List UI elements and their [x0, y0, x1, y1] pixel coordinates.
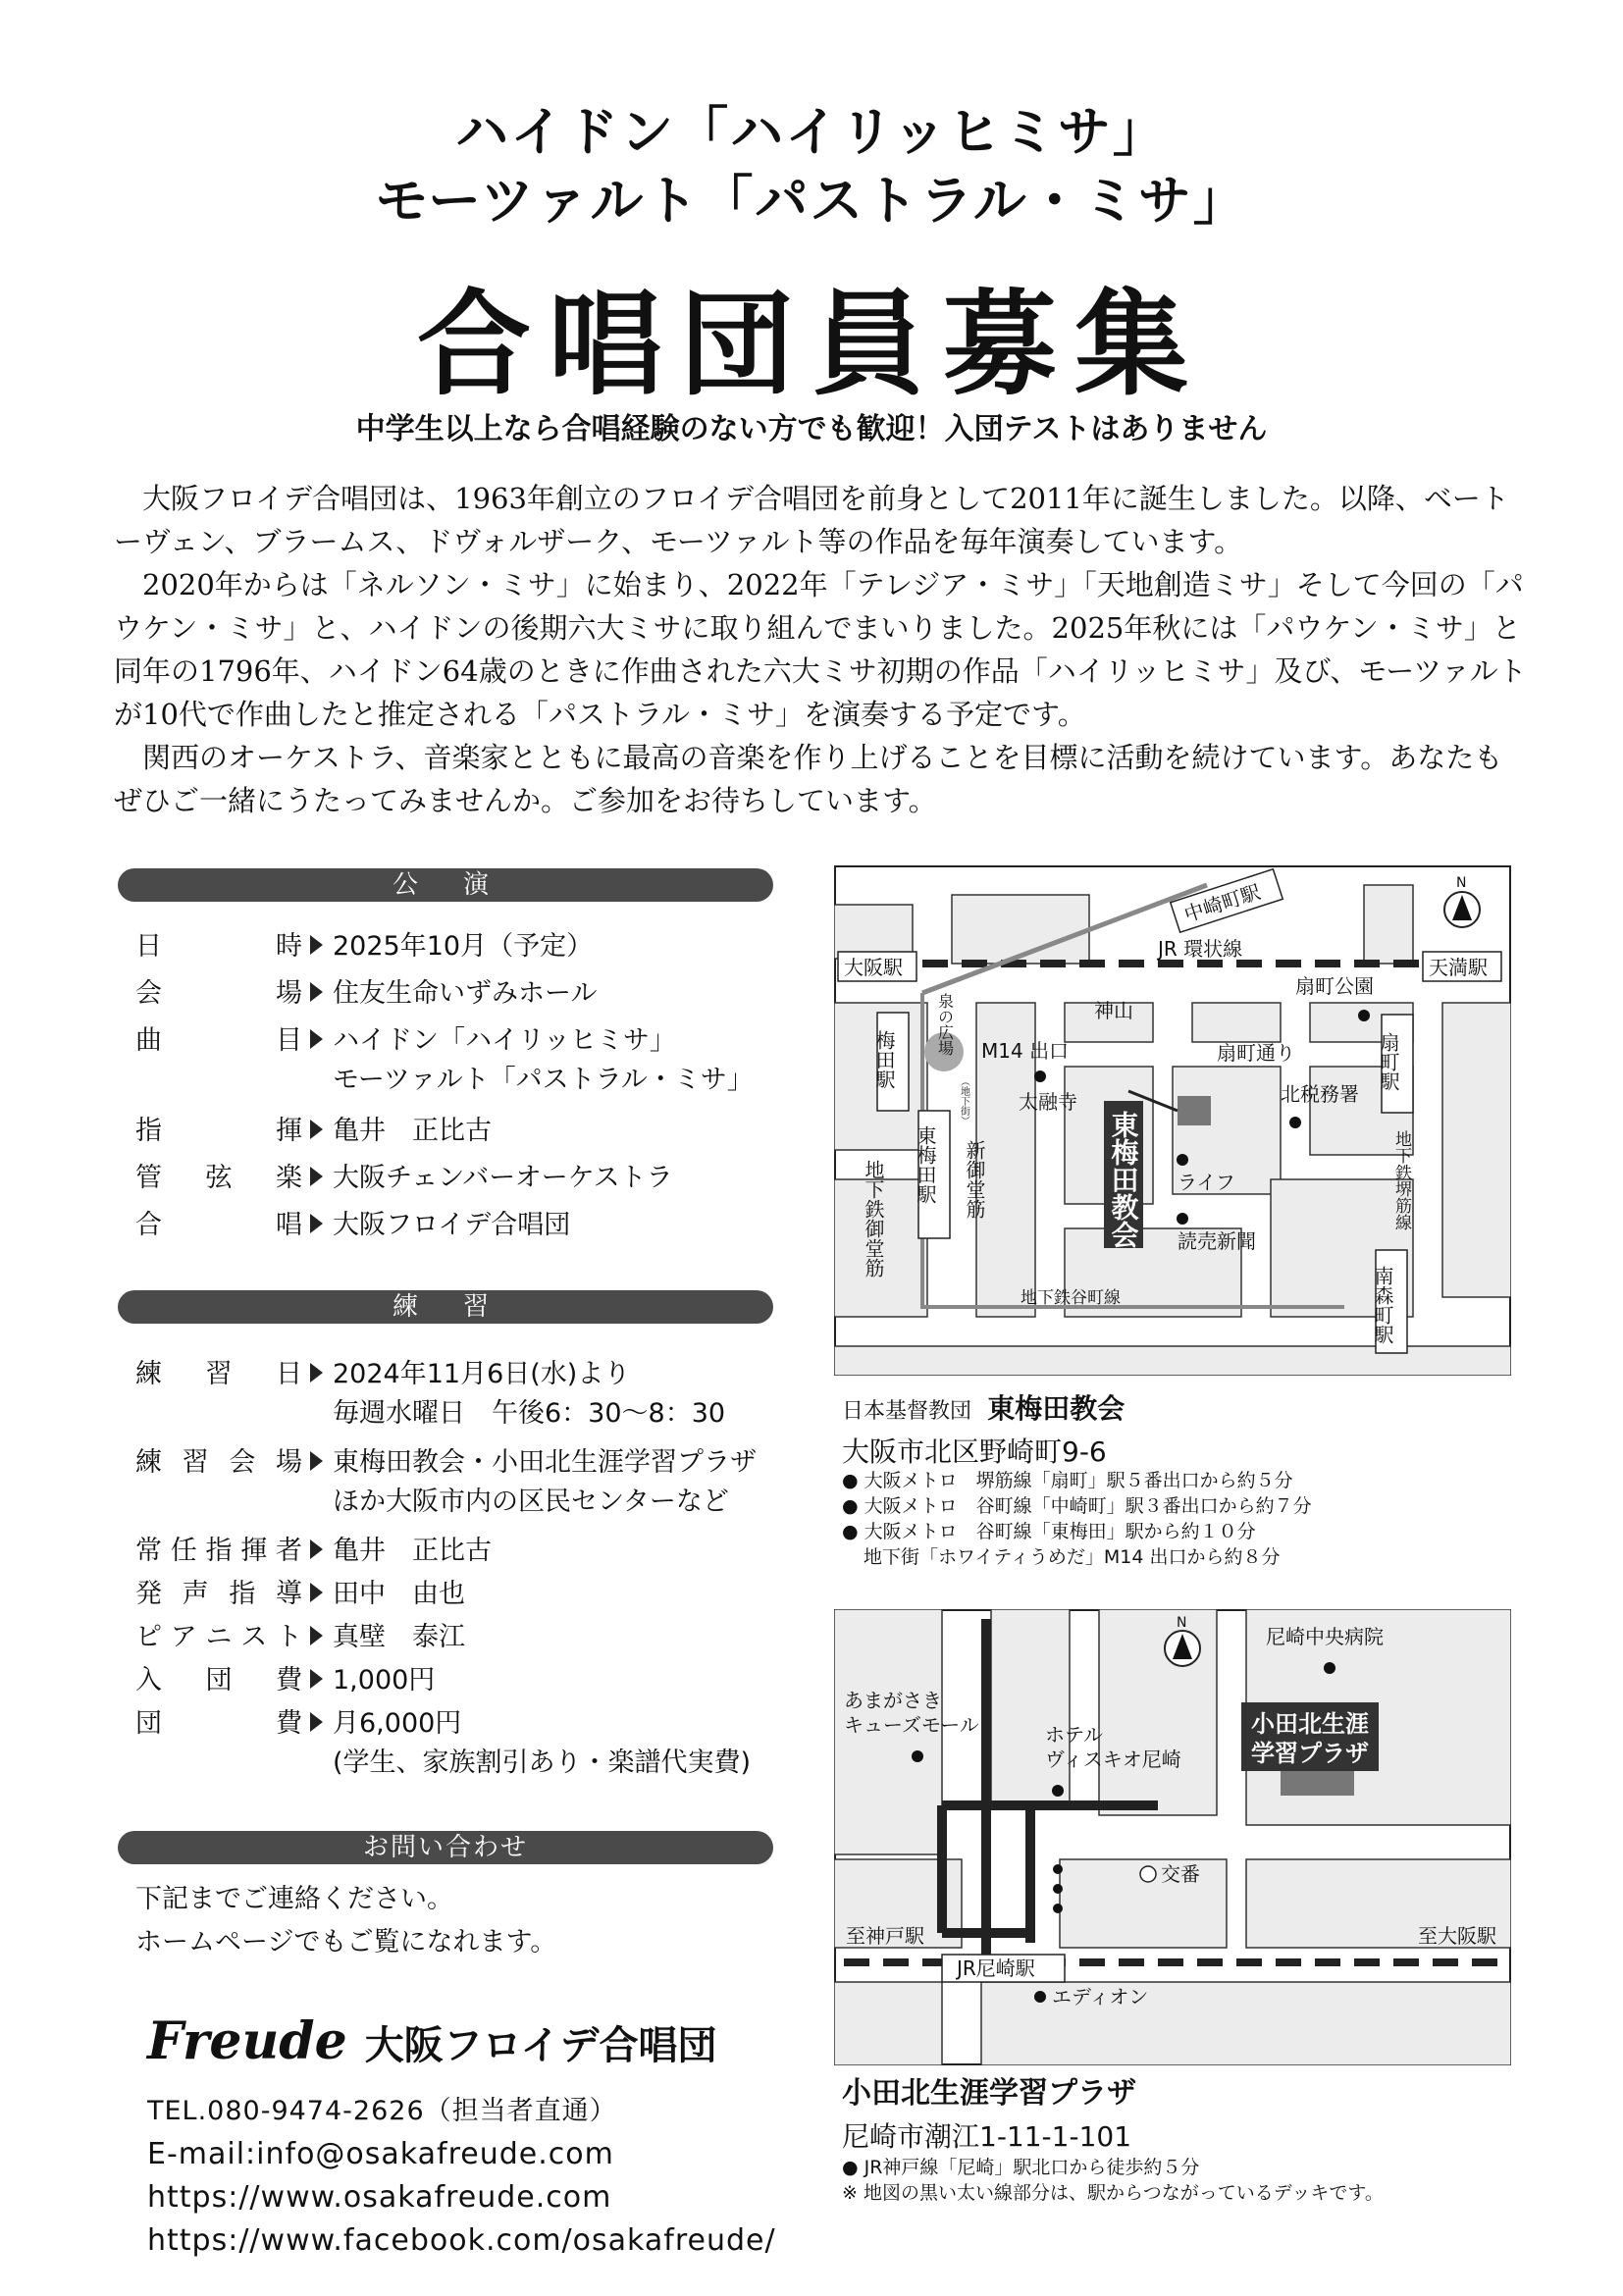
practice-heading: 練 習	[118, 1290, 773, 1324]
access-item: ● 大阪メトロ 堺筋線「扇町」駅５番出口から約５分	[842, 1470, 1293, 1491]
inquiry-text	[135, 1878, 556, 1964]
map-higashi-umeda	[834, 865, 1511, 1376]
arrow-icon	[310, 1167, 323, 1186]
map2-label: ホテル	[1045, 1723, 1103, 1747]
row-value: 住友生命いずみホール	[333, 978, 598, 1009]
map2-address: 尼崎市潮江1-11-1-101	[842, 2120, 1132, 2153]
arrow-icon	[310, 1120, 323, 1139]
practice-row-day	[135, 1358, 783, 1446]
concert-heading: 公 演	[118, 868, 773, 902]
arrow-icon	[310, 1214, 323, 1233]
map2-label: 至神戸駅	[846, 1924, 924, 1948]
map2-label: キューズモール	[844, 1713, 979, 1737]
map1-label: 南森町駅	[1371, 1266, 1394, 1344]
practice-info	[135, 1358, 783, 1796]
row-label: 指 揮	[135, 1116, 302, 1146]
map1-caption	[842, 1387, 1125, 1470]
map2-label: 学習プラザ	[1251, 1740, 1369, 1767]
main-title: 合唱団員募集	[417, 278, 1206, 411]
map1-label: JR 環状線	[1158, 937, 1243, 961]
intro-paragraph-2: 2020年からは「ネルソン・ミサ」に始まり、2022年「テレジア・ミサ」「天地創造ミサ」そして今回の「パウケン・ミサ」と、ハイドンの後期六大ミサに取り組んでまいりました。2025年秋には「パウケン・ミサ」と同年の1796年、ハイドン64歳のときに作曲された六大ミサ初期の作品「ハイリッヒミサ」及び、モーツァルトが10代で作曲したと推定される「パストラル・ミサ」を演奏する予定です。	[114, 568, 1527, 731]
arrow-icon	[310, 935, 323, 955]
contact-website[interactable]: https://www.osakafreude.com	[147, 2180, 612, 2215]
inquiry-line-2: ホームページでもご覧になれます。	[135, 1927, 557, 1957]
row-label: ピ ア ニ ス ト	[135, 1622, 302, 1652]
map2-name: 小田北生涯学習プラザ	[842, 2076, 1136, 2111]
row-value	[333, 1358, 725, 1431]
map2-label: JR尼崎駅	[957, 1957, 1035, 1980]
access-item: ● 大阪メトロ 谷町線「東梅田」駅から約１０分	[842, 1521, 1256, 1542]
map2-caption	[842, 2068, 1136, 2155]
concert-row-program	[135, 1024, 783, 1115]
program-1: ハイドン「ハイリッヒミサ」	[333, 1025, 676, 1056]
row-label: 日 時	[135, 931, 302, 962]
practice-row-pianist	[135, 1621, 783, 1664]
arrow-icon	[310, 982, 323, 1002]
practice-venue-1: 東梅田教会・小田北生涯学習プラザ	[333, 1447, 757, 1478]
map1-label: ライフ	[1178, 1171, 1235, 1194]
map1-label: 泉の広場	[935, 993, 955, 1056]
row-label: 団 費	[135, 1708, 302, 1739]
map1-label: 地下鉄堺筋線	[1391, 1130, 1411, 1230]
fee-1: 月6,000円	[333, 1708, 462, 1739]
row-label: 常 任 指 揮 者	[135, 1536, 302, 1566]
map2-note: ※ 地図の黒い太い線部分は、駅からつながっているデッキです。	[842, 2182, 1384, 2204]
row-label: 練 習 日	[135, 1359, 302, 1389]
access-item: ● 大阪メトロ 谷町線「中崎町」駅３番出口から約７分	[842, 1495, 1312, 1517]
title-line-2: モーツァルト「パストラル・ミサ」	[375, 169, 1248, 232]
map1-label: 東梅田駅	[914, 1125, 937, 1204]
row-value	[333, 1446, 757, 1519]
freude-logo: Freude	[147, 2011, 347, 2071]
arrow-icon	[310, 1669, 323, 1689]
row-label: 発 声 指 導	[135, 1579, 302, 1609]
map2-access	[842, 2155, 1384, 2206]
row-value: 大阪フロイデ合唱団	[333, 1210, 571, 1240]
row-label: 曲 目	[135, 1025, 302, 1056]
map1-label: 北税務署	[1281, 1082, 1359, 1106]
concert-row-venue	[135, 977, 783, 1024]
practice-row-conductor	[135, 1535, 783, 1578]
practice-row-voice	[135, 1578, 783, 1621]
map2-label: 尼崎中央病院	[1266, 1625, 1384, 1648]
concert-row-chorus	[135, 1209, 783, 1256]
contact-facebook[interactable]: https://www.facebook.com/osakafreude/	[147, 2223, 776, 2258]
concert-row-date	[135, 930, 783, 977]
access-text: 大阪メトロ 谷町線「中崎町」駅３番出口から約７分	[864, 1495, 1312, 1517]
concert-row-conductor	[135, 1115, 783, 1162]
row-value: 田中 由也	[333, 1579, 465, 1609]
intro-paragraph-3: 関西のオーケストラ、音楽家とともに最高の音楽を作り上げることを目標に活動を続けています。あなたもぜひご一緒にうたってみませんか。ご参加をお待ちしています。	[114, 741, 1503, 817]
arrow-icon	[310, 1363, 323, 1383]
row-value	[333, 1707, 751, 1780]
map1-label: 扇町通り	[1217, 1041, 1295, 1065]
row-label: 会 場	[135, 978, 302, 1009]
map1-address: 大阪市北区野崎町9-6	[842, 1435, 1107, 1468]
map1-label: 太融寺	[1019, 1090, 1077, 1114]
practice-day-1: 2024年11月6日(水)より	[333, 1359, 631, 1389]
practice-row-entry-fee	[135, 1664, 783, 1707]
program-2: モーツァルト「パストラル・ミサ」	[333, 1065, 754, 1095]
practice-row-fee	[135, 1707, 783, 1796]
arrow-icon	[310, 1583, 323, 1602]
subtitle: 中学生以上なら合唱経験のない方でも歓迎！入団テストはありません	[355, 412, 1268, 446]
map1-label: 天満駅	[1429, 956, 1488, 979]
map-odakita	[834, 1609, 1511, 2065]
access-text: 大阪メトロ 堺筋線「扇町」駅５番出口から約５分	[864, 1470, 1293, 1491]
map1-label: 大阪駅	[844, 956, 903, 979]
row-label: 管 弦 楽	[135, 1163, 302, 1193]
map1-label: 新御堂筋	[963, 1140, 986, 1219]
row-label: 入 団 費	[135, 1665, 302, 1696]
arrow-icon	[310, 1539, 323, 1559]
arrow-icon	[310, 1029, 323, 1049]
map2-label: エディオン	[1052, 1985, 1149, 2009]
contact-email[interactable]: E-mail:info@osakafreude.com	[147, 2137, 614, 2171]
row-value	[333, 1024, 754, 1097]
practice-day-2: 毎週水曜日 午後6：30～8：30	[333, 1398, 726, 1429]
map1-label: 中崎町駅	[1180, 879, 1264, 927]
map1-label: 地下鉄谷町線	[1021, 1288, 1121, 1308]
intro-text	[114, 477, 1527, 822]
map2-label: あまがさき	[844, 1689, 942, 1712]
inquiry-heading: お問い合わせ	[118, 1831, 773, 1864]
map1-label: M14 出口	[981, 1039, 1070, 1063]
row-value: 亀井 正比古	[333, 1536, 492, 1566]
row-value: 大阪チェンバーオーケストラ	[333, 1163, 673, 1193]
map1-label: （地下街）	[958, 1076, 969, 1125]
row-value: 真壁 泰江	[333, 1622, 465, 1652]
practice-venue-2: ほか大阪市内の区民センターなど	[333, 1487, 729, 1517]
row-label: 練 習 会 場	[135, 1447, 302, 1478]
map1-label: 梅田駅	[872, 1030, 896, 1089]
intro-paragraph-1: 大阪フロイデ合唱団は、1963年創立のフロイデ合唱団を前身として2011年に誕生しました。以降、ベートーヴェン、ブラームス、ドヴォルザーク、モーツァルト等の作品を毎年演奏しています。	[114, 482, 1509, 558]
inquiry-line-1: 下記までご連絡ください。	[135, 1884, 453, 1914]
contact-tel[interactable]: TEL.080-9474-2626（担当者直通）	[147, 2096, 617, 2126]
map2-label: 至大阪駅	[1418, 1924, 1496, 1948]
map2-label: N	[1177, 1615, 1187, 1631]
map1-label: 東梅田教会	[1107, 1111, 1140, 1248]
map1-org: 日本基督教団	[842, 1399, 972, 1424]
row-value: 2025年10月（予定）	[333, 931, 594, 962]
arrow-icon	[310, 1626, 323, 1645]
access-text: 大阪メトロ 谷町線「東梅田」駅から約１０分	[864, 1521, 1256, 1542]
map1-label: 扇町駅	[1377, 1032, 1400, 1091]
map1-access	[842, 1468, 1312, 1570]
title-line-1: ハイドン「ハイリッヒミサ」	[455, 100, 1168, 163]
map1-name: 東梅田教会	[987, 1392, 1126, 1425]
access-item: ● JR神戸線「尼崎」駅北口から徒歩約５分	[842, 2157, 1200, 2178]
map1-label: 扇町公園	[1295, 974, 1374, 998]
map1-label: 地下鉄御堂筋	[862, 1160, 885, 1278]
access-sub: 地下街「ホワイティうめだ」M14 出口から約８分	[864, 1546, 1281, 1568]
practice-row-venue	[135, 1446, 783, 1535]
arrow-icon	[310, 1451, 323, 1471]
contact-block	[147, 2090, 776, 2263]
map1-label: 神山	[1094, 999, 1133, 1022]
org-logo	[147, 2011, 717, 2071]
row-label: 合 唱	[135, 1210, 302, 1240]
concert-row-orchestra	[135, 1162, 783, 1209]
map2-label: ヴィスキオ尼崎	[1045, 1748, 1181, 1771]
row-value: 亀井 正比古	[333, 1116, 492, 1146]
map1-label: 読売新聞	[1178, 1229, 1256, 1253]
map2-label: 交番	[1161, 1862, 1200, 1886]
map1-label: N	[1456, 875, 1467, 891]
arrow-icon	[310, 1712, 323, 1732]
concert-info	[135, 930, 783, 1256]
org-name: 大阪フロイデ合唱団	[364, 2023, 717, 2068]
fee-2: (学生、家族割引あり・楽譜代実費)	[333, 1748, 752, 1778]
map2-label: 小田北生涯	[1251, 1710, 1369, 1738]
row-value: 1,000円	[333, 1665, 436, 1696]
access-text: JR神戸線「尼崎」駅北口から徒歩約５分	[864, 2157, 1200, 2178]
